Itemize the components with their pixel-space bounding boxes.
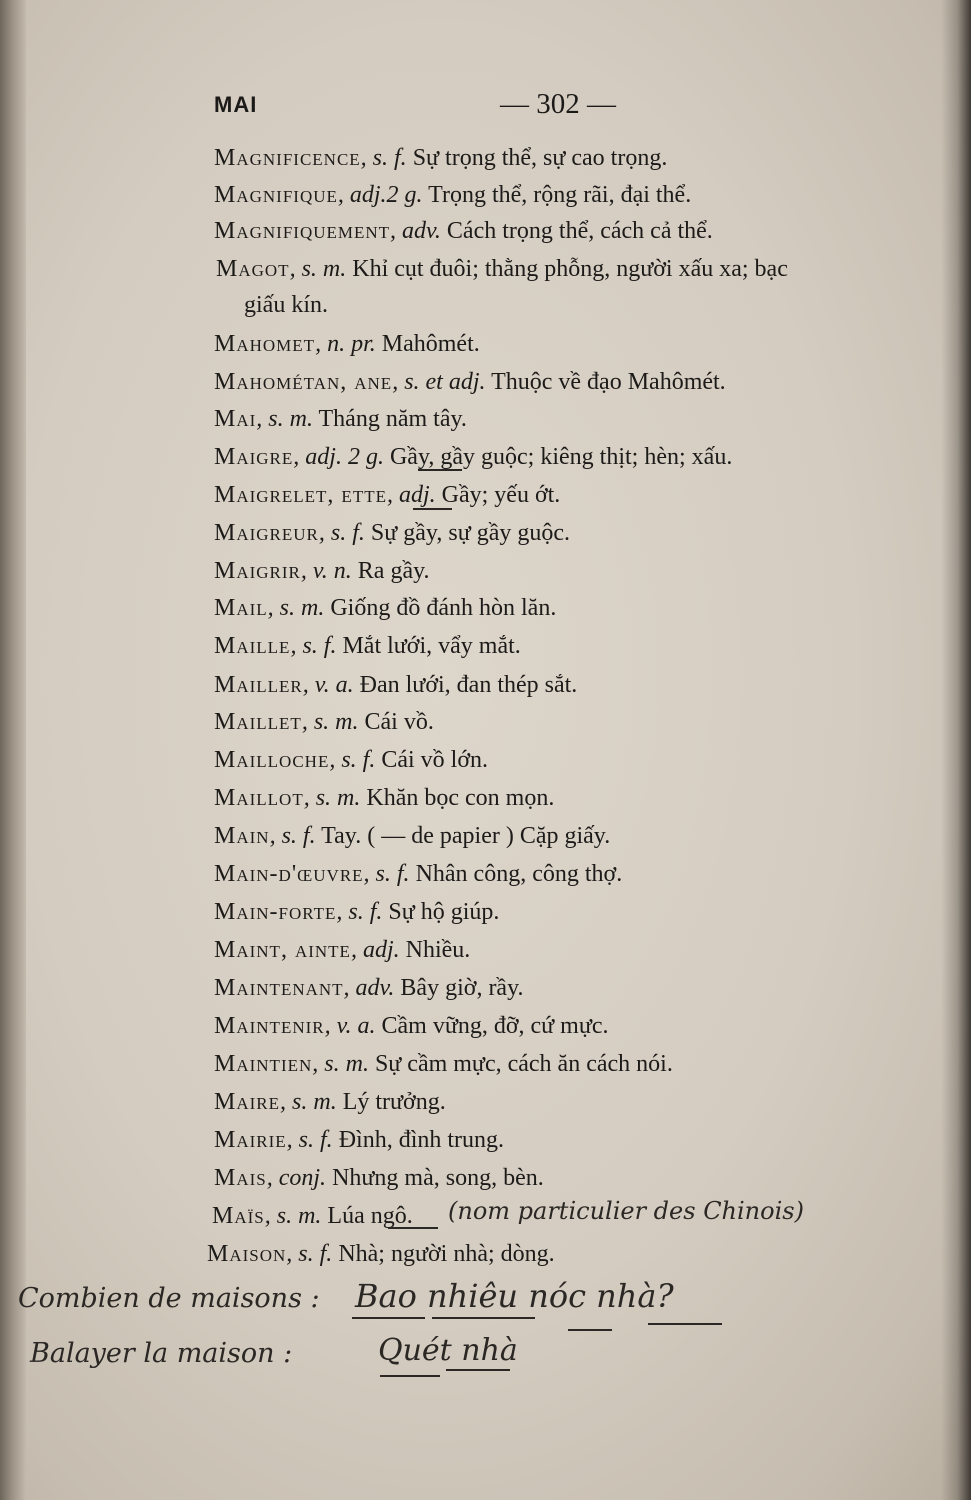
entry-headword: Mailler [214, 672, 303, 698]
entry-definition: Lý trưởng. [336, 1089, 446, 1115]
entry-grammar: , s. m. [267, 595, 325, 621]
entry-headword: Main-forte [214, 899, 337, 925]
entry-definition: Nhà; người nhà; dòng. [332, 1241, 555, 1267]
entry-headword: Magnifique [214, 182, 338, 208]
entry-headword: Main-d'œuvre [214, 861, 364, 887]
entry-definition: Nhiều. [399, 937, 471, 963]
entry-definition: Cách trọng thể, cách cả thể. [440, 218, 713, 244]
entry-headword: Maigrelet, ette [214, 482, 387, 508]
entry-headword: Magnifiquement [214, 218, 391, 244]
entry-grammar: , s. et adj. [392, 369, 486, 395]
handwritten-combien-fr: Combien de maisons : [18, 1283, 320, 1314]
entry-definition: Nhưng mà, song, bèn. [326, 1165, 544, 1191]
entry-definition: Cái vồ. [358, 709, 434, 735]
entry-definition: Trọng thể, rộng rãi, đại thể. [422, 182, 692, 208]
entry-definition: Sự cầm mực, cách ăn cách nói. [368, 1051, 673, 1077]
entry-definition: Sự trọng thể, sự cao trọng. [406, 145, 668, 171]
entry-grammar: , s. m. [301, 709, 359, 735]
entry-headword: Maigre [214, 444, 294, 470]
entry-definition: Sự hộ giúp. [382, 899, 500, 925]
entry-headword: Mahomet [214, 331, 316, 357]
entry-grammar: , s. f. [286, 1127, 333, 1153]
entry-headword: Mai [214, 406, 257, 432]
entry-grammar: , adj. [386, 482, 436, 508]
entry-headword: Maintenir [214, 1013, 325, 1039]
entry-definition: Giống đồ đánh hòn lăn. [324, 595, 557, 621]
entry-grammar: , s. f. [286, 1241, 333, 1267]
entry-definition: Thuộc về đạo Mahômét. [485, 369, 726, 395]
entry-definition: Gầy; yếu ớt. [435, 482, 561, 508]
running-head: MAI [214, 92, 258, 117]
entry-definition: Ra gầy. [351, 558, 430, 584]
entry-grammar: , s. m. [280, 1089, 337, 1115]
entry-headword: Maintenant [214, 975, 344, 1001]
entry-grammar: , s. f. [336, 899, 383, 925]
entry-grammar: , adj.2 g. [337, 182, 423, 208]
entry-definition: Gầy, gầy guộc; kiêng thịt; hèn; xấu. [383, 444, 733, 470]
entry-headword: Mail [214, 595, 268, 621]
entry-grammar: , s. f. [290, 633, 337, 659]
entry-headword: Magnificence [214, 145, 361, 171]
entry-grammar: , s. m. [256, 406, 313, 432]
entry-definition: Đan lưới, đan thép sắt. [353, 672, 578, 698]
entry-definition: Mắt lưới, vẩy mắt. [336, 633, 521, 659]
entry-grammar: , s. m. [264, 1203, 322, 1229]
entry-grammar: , v. n. [300, 558, 352, 584]
entry-definition: Nhân công, công thợ. [409, 861, 623, 887]
entry-definition: Đình, đình trung. [332, 1127, 505, 1153]
entry-definition: Khỉ cụt đuôi; thằng phỗng, người xấu xa; bạc [346, 256, 788, 282]
handwritten-balayer-vi: Quét nhà [378, 1333, 518, 1368]
entry-headword: Maille [214, 633, 291, 659]
handwritten-balayer-fr: Balayer la maison : [30, 1338, 293, 1369]
entry-headword: Maint, ainte [214, 937, 351, 963]
entry-grammar: , v. a. [302, 672, 354, 698]
entry-definition: Tay. ( — de papier ) Cặp giấy. [315, 823, 611, 849]
entry-headword: Maigrir [214, 558, 301, 584]
entry-grammar: , adv. [390, 218, 441, 244]
entry-headword: Maison [207, 1241, 287, 1267]
page-number: — 302 — [500, 88, 616, 120]
entry-headword: Main [214, 823, 270, 849]
entry-definition: Khăn bọc con mọn. [360, 785, 555, 811]
entry-grammar: , s. m. [312, 1051, 369, 1077]
entry-headword: Maillot [214, 785, 304, 811]
entry-grammar: , s. f. [329, 747, 376, 773]
entry-grammar: , adj. 2 g. [293, 444, 384, 470]
entry-headword: Maire [214, 1089, 281, 1115]
entry-grammar: , n. pr. [315, 331, 376, 357]
entry-headword: Maïs [212, 1203, 265, 1229]
entry-headword: Maigreur [214, 520, 319, 546]
entry-definition: Tháng năm tây. [312, 406, 467, 432]
entry-continuation: giấu kín. [244, 292, 328, 318]
entry-headword: Mailloche [214, 747, 330, 773]
entry-grammar: , s. f. [363, 861, 410, 887]
entry-headword: Maillet [214, 709, 302, 735]
entry-grammar: , s. f. [269, 823, 316, 849]
entry-headword: Mais [214, 1165, 267, 1191]
entry-headword: Mairie [214, 1127, 287, 1153]
entry-grammar: , adv. [343, 975, 395, 1001]
entry-grammar: , adj. [350, 937, 400, 963]
entry-grammar: , conj. [266, 1165, 327, 1191]
entry-definition: Cái vồ lớn. [375, 747, 489, 773]
entry-definition: Mahômét. [375, 331, 480, 357]
entry-grammar: , v. a. [324, 1013, 376, 1039]
entry-definition: Bây giờ, rầy. [394, 975, 524, 1001]
entry-headword: Mahométan, ane [214, 369, 393, 395]
handwritten-mais-note: (nom particulier des Chinois) [448, 1197, 804, 1225]
entry-grammar: , s. f. [360, 145, 407, 171]
entry-headword: Maintien [214, 1051, 313, 1077]
entry-definition: Lúa ngô. [321, 1203, 413, 1229]
entry-grammar: , s. m. [303, 785, 361, 811]
entry-definition: Cầm vững, đỡ, cứ mực. [375, 1013, 609, 1039]
entry-headword: Magot [216, 256, 290, 282]
entry-definition: Sự gầy, sự gầy guộc. [364, 520, 571, 546]
handwritten-combien-vi: Bao nhiêu nóc nhà? [355, 1277, 674, 1315]
entry-grammar: , s. f. [318, 520, 365, 546]
entry-grammar: , s. m. [289, 256, 347, 282]
